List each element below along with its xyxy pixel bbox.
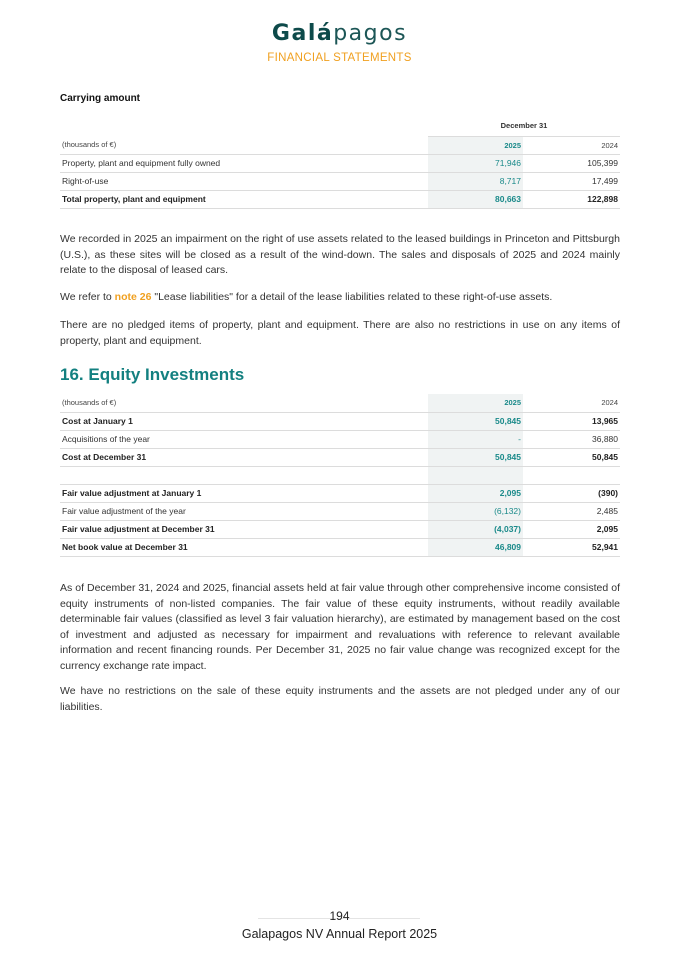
page-header <box>0 20 679 64</box>
period-header-row <box>60 116 620 136</box>
table-row-total <box>60 538 620 556</box>
carrying-amount-table-wrap <box>60 116 620 209</box>
table-row <box>60 172 620 190</box>
row-label: Fair value adjustment at December 31 <box>60 520 428 538</box>
pledged-paragraph: There are no pledged items of property, plant and equipment. There are also no restrictions in use on any items of property, plant and equipment. <box>60 319 620 347</box>
col-2024-header: 2024 <box>525 136 620 154</box>
carrying-amount-table <box>60 116 620 209</box>
fair-value-paragraph: As of December 31, 2024 and 2025, financial assets held at fair value through other comprehensive income consisted of equity instruments of non-listed companies. The fair value of these equity instruments, without readily available determinable fair values (classified as level 3 fair valuation hierarchy), are estimated by management based on the cost of investment and adjusted as necessary for impairment and revaluations with reference to relevant available information and recent financing rounds. Per December 31, 2025 no fair value change was recognized except for the currency exchange rate impact. <box>60 582 620 672</box>
unit-label: (thousands of €) <box>60 394 428 412</box>
row-label: Cost at January 1 <box>60 412 428 430</box>
row-label: Total property, plant and equipment <box>60 190 428 208</box>
table-row <box>60 412 620 430</box>
equity-section-title: 16. Equity Investments <box>60 365 245 384</box>
equity-table-wrap <box>60 394 620 557</box>
table-row <box>60 154 620 172</box>
restrictions-paragraph-wrap <box>60 684 620 715</box>
impairment-paragraph: We recorded in 2025 an impairment on the right of use assets related to the leased buildings in Princeton and Pittsburgh (U.S.), as these sites will be closed as a result of the wind-down. The sales and disposals of 2025 and 2024 mainly relate to the disposal of leased cars. <box>60 233 620 276</box>
table-header-row <box>60 136 620 154</box>
text-fragment: We refer to <box>60 291 115 303</box>
page-number-wrap <box>0 909 679 923</box>
equity-section-title-wrap <box>60 365 620 385</box>
unit-label: (thousands of €) <box>60 136 428 154</box>
restrictions-paragraph: We have no restrictions on the sale of these equity instruments and the assets are not pledged under any of our liabilities. <box>60 685 620 713</box>
note-reference-paragraph-wrap <box>60 290 620 306</box>
value-2024: 105,399 <box>525 154 620 172</box>
col-2025-header: 2025 <box>428 136 523 154</box>
table-row-total <box>60 190 620 208</box>
value-2025: 2,095 <box>428 484 523 502</box>
value-2025: 8,717 <box>428 172 523 190</box>
logo-bold-part: Galá <box>271 21 334 46</box>
value-2025: 50,845 <box>428 448 523 466</box>
report-title: Galapagos NV Annual Report 2025 <box>241 927 438 941</box>
value-2025: 50,845 <box>428 412 523 430</box>
table-row <box>60 502 620 520</box>
value-2024: 2,485 <box>525 502 620 520</box>
row-label: Net book value at December 31 <box>60 538 428 556</box>
equity-table <box>60 394 620 557</box>
row-label: Property, plant and equipment fully owned <box>60 154 428 172</box>
value-2025: 71,946 <box>428 154 523 172</box>
pledged-paragraph-wrap <box>60 318 620 349</box>
logo-light-part: pagos <box>333 21 408 46</box>
table-row <box>60 484 620 502</box>
page-number: 194 <box>329 909 350 923</box>
value-2024: 50,845 <box>525 448 620 466</box>
note-reference-paragraph <box>60 290 620 306</box>
col-2025-header: 2025 <box>428 394 523 412</box>
report-title-wrap <box>0 927 679 941</box>
section-label: FINANCIAL STATEMENTS <box>267 52 412 64</box>
value-2024: 13,965 <box>525 412 620 430</box>
value-2024: 36,880 <box>525 430 620 448</box>
carrying-amount-section <box>60 93 620 104</box>
col-2024-header: 2024 <box>525 394 620 412</box>
galapagos-logo <box>0 20 679 48</box>
table-spacer-row <box>60 466 620 484</box>
value-2025: - <box>428 430 523 448</box>
text-fragment: "Lease liabilities" for a detail of the lease liabilities related to these right-of-use assets. <box>151 291 553 303</box>
period-label: December 31 <box>428 116 620 136</box>
table-row <box>60 448 620 466</box>
value-2024: (390) <box>525 484 620 502</box>
row-label: Cost at December 31 <box>60 448 428 466</box>
table-header-row <box>60 394 620 412</box>
value-2024: 122,898 <box>525 190 620 208</box>
value-2025: (4,037) <box>428 520 523 538</box>
value-2025: 80,663 <box>428 190 523 208</box>
row-label: Fair value adjustment of the year <box>60 502 428 520</box>
table-row <box>60 520 620 538</box>
row-label: Right-of-use <box>60 172 428 190</box>
fair-value-paragraph-wrap <box>60 581 620 674</box>
carrying-amount-heading: Carrying amount <box>60 93 141 104</box>
table-row <box>60 430 620 448</box>
value-2024: 52,941 <box>525 538 620 556</box>
impairment-paragraph-wrap <box>60 232 620 279</box>
value-2025: 46,809 <box>428 538 523 556</box>
value-2024: 17,499 <box>525 172 620 190</box>
row-label: Fair value adjustment at January 1 <box>60 484 428 502</box>
row-label: Acquisitions of the year <box>60 430 428 448</box>
value-2024: 2,095 <box>525 520 620 538</box>
value-2025: (6,132) <box>428 502 523 520</box>
note-26-link[interactable]: note 26 <box>114 291 152 303</box>
